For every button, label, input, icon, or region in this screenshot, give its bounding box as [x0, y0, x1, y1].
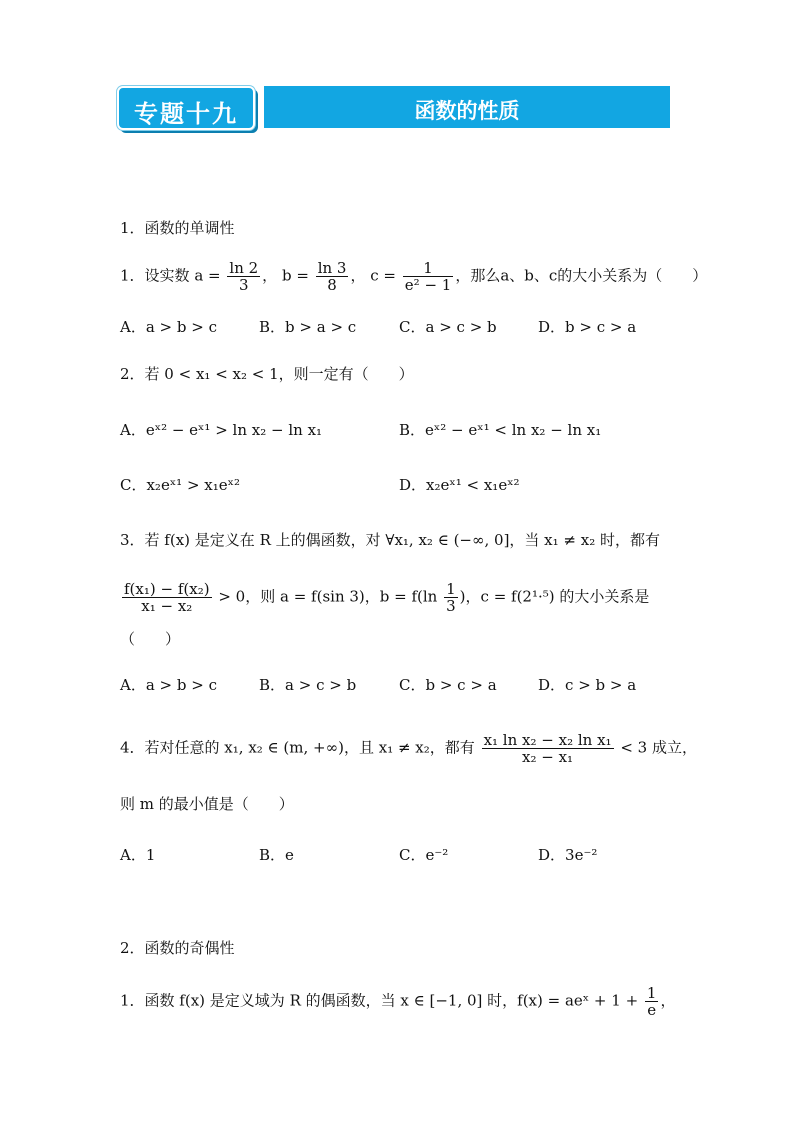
section-2-title: 2．函数的奇偶性: [120, 939, 235, 957]
q3-option-d[interactable]: D．c > b > a: [538, 676, 637, 694]
q3-option-b[interactable]: B．a > c > b: [259, 676, 357, 694]
q1-b-lhs: b =: [281, 266, 309, 285]
q1-a-den: 3: [239, 276, 249, 294]
q3-fraction: [122, 581, 212, 614]
q4-stem-a: 4．若对任意的 x₁, x₂ ∈ (m, +∞)，且 x₁ ≠ x₂，都有: [120, 738, 475, 757]
q1-b-den: 8: [327, 276, 337, 294]
q5-frac-num: 1: [646, 984, 657, 1002]
q3-frac-num: f(x₁) − f(x₂): [124, 580, 210, 598]
question-1-stem: 1．设实数 a = $\frac{\ln 2}{3}$ ， b = $\frac{\ln 3}{8}$ ， c = $\frac{1}{\text{e² − 1}}$ ，那么a、b、c的大小关系为（ ）: [120, 259, 708, 294]
q1-b-fraction: [316, 260, 349, 293]
q1-c-fraction: [403, 260, 454, 293]
q1-c-num: 1: [403, 260, 454, 277]
question-4-stem-2: 则 m 的最小值是（ ）: [120, 795, 294, 813]
q4-option-a[interactable]: A．1: [120, 846, 156, 864]
q3-ln-fraction: [444, 581, 458, 614]
q4-option-c[interactable]: C．e⁻²: [399, 846, 449, 864]
q1-option-b[interactable]: B．b > a > c: [259, 318, 357, 336]
question-5-stem: [120, 985, 675, 1018]
topic-number-badge: [117, 86, 255, 130]
topic-title-banner: [264, 86, 670, 128]
q2-option-d[interactable]: D．x₂eˣ¹ < x₁eˣ²: [399, 476, 520, 494]
section-1-title: 1．函数的单调性: [120, 219, 235, 237]
q4-option-d[interactable]: D．3e⁻²: [538, 846, 598, 864]
q5-stem-a: 1．函数 f(x) 是定义域为 R 的偶函数，当 x ∈ [−1, 0] 时，f(x) = aeˣ + 1 +: [120, 991, 639, 1010]
question-3-stem-2: [120, 581, 649, 614]
q1-stem-a: 1．设实数: [120, 266, 190, 285]
q1-c-lhs: c =: [370, 266, 396, 285]
question-3-stem-1: 3．若 f(x) 是定义在 R 上的偶函数，对 ∀x₁, x₂ ∈ (−∞, 0]，当 x₁ ≠ x₂ 时，都有: [120, 531, 661, 549]
q1-option-d[interactable]: D．b > c > a: [538, 318, 637, 336]
q1-option-c[interactable]: C．a > c > b: [399, 318, 497, 336]
q3-option-c[interactable]: C．b > c > a: [399, 676, 497, 694]
topic-title: 函数的性质: [414, 99, 520, 123]
q4-frac-den: x₂ − x₁: [522, 748, 574, 766]
q3-option-a[interactable]: A．a > b > c: [120, 676, 217, 694]
q1-b-num: ln 3: [317, 259, 347, 277]
q1-option-a[interactable]: A．a > b > c: [120, 318, 217, 336]
q5-frac-den: e: [647, 1001, 657, 1019]
q2-option-a[interactable]: A．eˣ² − eˣ¹ > ln x₂ − ln x₁: [120, 421, 323, 439]
q3-ln-num: 1: [446, 580, 456, 598]
q4-option-b[interactable]: B．e: [259, 846, 294, 864]
q1-c-den: e² − 1: [404, 276, 452, 294]
q3-ln-den: 3: [446, 597, 456, 615]
q1-a-fraction: [227, 260, 260, 293]
q2-option-c[interactable]: C．x₂eˣ¹ > x₁eˣ²: [120, 476, 241, 494]
q3-stem-2a: > 0，则 a = f(sin 3)，b = f(ln: [218, 587, 438, 606]
q5-fraction: [645, 985, 659, 1018]
q4-frac-num: x₁ ln x₂ − x₂ ln x₁: [483, 731, 612, 749]
topic-number: 专题十九: [134, 100, 238, 128]
q1-a-lhs: a =: [194, 266, 221, 285]
q4-fraction: [482, 732, 614, 765]
q3-stem-2b: )，c = f(2¹·⁵) 的大小关系是: [459, 587, 650, 606]
question-2-stem: 2．若 0 < x₁ < x₂ < 1，则一定有（ ）: [120, 365, 414, 383]
q3-frac-den: x₁ − x₂: [141, 597, 193, 615]
q2-option-b[interactable]: B．eˣ² − eˣ¹ < ln x₂ − ln x₁: [399, 421, 602, 439]
question-4-stem: [120, 732, 697, 765]
question-3-stem-3: （ ）: [120, 630, 181, 648]
q4-stem-b: < 3 成立，: [620, 738, 697, 757]
q1-stem-b: ，那么a、b、c的大小关系为（ ）: [455, 266, 708, 285]
q1-a-num: ln 2: [229, 259, 259, 277]
q5-stem-b: ，: [660, 991, 676, 1010]
